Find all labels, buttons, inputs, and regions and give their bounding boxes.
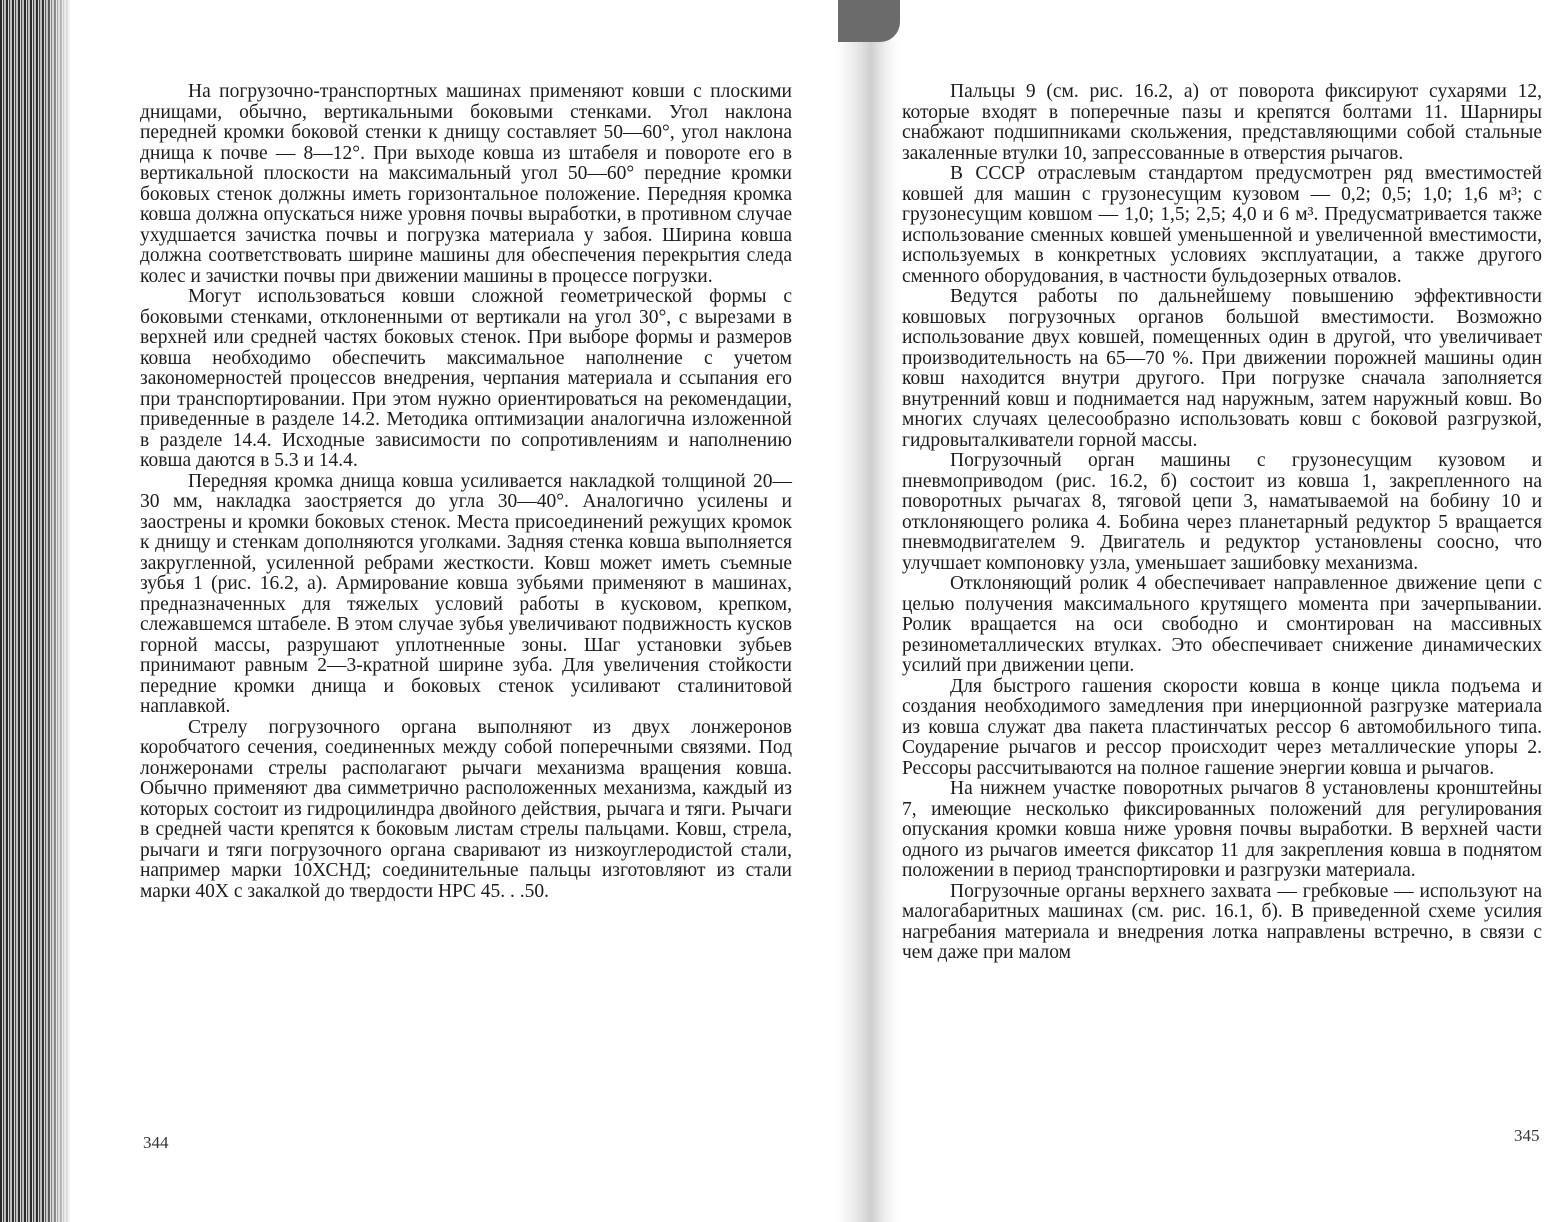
right-paragraph-6: Для быстрого гашения скорости ковша в конце цикла подъема и создания необходимого замедления при инерционной разгрузке материала из ковша служат два пакета пластинчатых рессор 6 автомобильного типа. Соударение рычагов и рессор происходит через металлические упоры 2. Рессоры рассчитываются на полное гашение энергии ковша и рычагов. bbox=[902, 675, 1542, 779]
right-page-body bbox=[902, 82, 1542, 964]
right-paragraph-2: В СССР отраслевым стандартом предусмотрен ряд вместимостей ковшей для машин с грузонесущим кузовом — 0,2; 0,5; 1,0; 1,6 м³; с грузонесущим ковшом — 1,0; 1,5; 2,5; 4,0 и 6 м³. Предусматривается также использование сменных ковшей уменьшенной и увеличенной вместимости, используемых в конкретных условиях эксплуатации, а также другого сменного оборудования, в частности бульдозерных отвалов. bbox=[902, 163, 1542, 287]
right-paragraph-4: Погрузочный орган машины с грузонесущим кузовом и пневмоприводом (рис. 16.2, б) состоит из ковша 1, закрепленного на поворотных рычагах 8, тяговой цепи 3, наматываемой на бобину 10 и отклоняющего ролика 4. Бобина через планетарный редуктор 5 вращается пневмодвигателем 9. Двигатель и редуктор установлены соосно, что улучшает компоновку узла, уменьшает зашибовку механизма. bbox=[902, 450, 1542, 574]
right-page-number: 345 bbox=[1514, 1126, 1540, 1145]
right-paragraph-8: Погрузочные органы верхнего захвата — гребковые — используют на малогабаритных машинах (см. рис. 16.1, б). В приведенной схеме усилия нагребания материала и внедрения лотка направлены встречно, в связи с чем даже при малом bbox=[902, 880, 1542, 963]
right-paragraph-5: Отклоняющий ролик 4 обеспечивает направленное движение цепи с целью получения максимального крутящего момента при зачерпывании. Ролик вращается на оси свободно и смонтирован на массивных резинометаллических втулках. Это обеспечивает снижение динамических усилий при движении цепи. bbox=[902, 573, 1542, 676]
gutter-shadow bbox=[838, 0, 900, 42]
right-paragraph-3: Ведутся работы по дальнейшему повышению эффективности ковшовых погрузочных органов большой вместимости. Возможно использование двух ковшей, помещенных один в другой, что увеличивает производительность на 65—70 %. При движении порожней машины один ковш находится внутри другого. При погрузке сначала заполняется внутренний ковш и поднимается над наружным, затем наружный ковш. Во многих случаях целесообразно использовать ковш с боковой разгрузкой, гидровыталкиватели горной массы. bbox=[902, 286, 1542, 451]
right-paragraph-7: На нижнем участке поворотных рычагов 8 установлены кронштейны 7, имеющие несколько фиксированных положений для регулирования опускания кромки ковша ниже уровня почвы выработки. В верхней части одного из рычагов имеется фиксатор 11 для закрепления ковша в поднятом положении в период транспортировки и разгрузки материала. bbox=[902, 778, 1542, 881]
right-paragraph-1: Пальцы 9 (см. рис. 16.2, а) от поворота фиксируют сухарями 12, которые входят в поперечные пазы и крепятся болтами 11. Шарниры снабжают подшипниками скольжения, представляющими собой стальные закаленные втулки 10, запрессованные в отверстия рычагов. bbox=[902, 81, 1542, 164]
left-paragraph-2: Могут использоваться ковши сложной геометрической формы с боковыми стенками, отклоненными от вертикали на угол 30°, с вырезами в верхней или средней частях боковых стенок. При выборе формы и размеров ковша необходимо обеспечить максимальное наполнение с учетом закономерностей процессов внедрения, черпания материала и ссыпания его при транспортировании. При этом нужно ориентироваться на рекомендации, приведенные в разделе 14.2. Методика оптимизации аналогична изложенной в разделе 14.4. Исходные зависимости по сопротивлениям и наполнению ковша даются в 5.3 и 14.4. bbox=[140, 286, 792, 471]
left-page-number: 344 bbox=[143, 1133, 169, 1152]
left-page-body bbox=[140, 82, 792, 902]
book-spine-edge bbox=[0, 0, 70, 1222]
page-gutter bbox=[838, 0, 898, 1222]
left-paragraph-1: На погрузочно-транспортных машинах применяют ковши с плоскими днищами, обычно, вертикальными боковыми стенками. Угол наклона передней кромки боковой стенки к днищу составляет 50—60°, угол наклона днища к почве — 8—12°. При выходе ковша из штабеля и повороте его в вертикальной плоскости на максимальный угол 50—60° передние кромки боковых стенок должны иметь горизонтальное положение. Передняя кромка ковша должна опускаться ниже уровня почвы выработки, в противном случае ухудшается зачистка почвы и погрузка материала у забоя. Ширина ковша должна соответствовать ширине машины для обеспечения перекрытия следа колес и зачистки почвы при движении машины в процессе погрузки. bbox=[140, 81, 792, 287]
left-paragraph-3: Передняя кромка днища ковша усиливается накладкой толщиной 20—30 мм, накладка заостряется до угла 30—40°. Аналогично усилены и заострены и кромки боковых стенок. Места присоединений режущих кромок к днищу и стенкам дополняются уголками. Задняя стенка ковша выполняется закругленной, усиленной ребрами жесткости. Ковш может иметь съемные зубья 1 (рис. 16.2, а). Армирование ковша зубьями применяют в машинах, предназначенных для тяжелых условий работы в кусковом, крепком, слежавшемся штабеле. В этом случае зубья увеличивают подвижность кусков горной массы, разрушают уплотненные зоны. Шаг установки зубьев принимают равным 2—3-кратной ширине зуба. Для увеличения стойкости передние кромки днища и боковых стенок усиливают сталинитовой наплавкой. bbox=[140, 470, 792, 717]
left-paragraph-4: Стрелу погрузочного органа выполняют из двух лонжеронов коробчатого сечения, соединенных между собой поперечными связями. Под лонжеронами стрелы располагают рычаги механизма вращения ковша. Обычно применяют два симметрично расположенных механизма, каждый из которых состоит из гидроцилиндра двойного действия, рычага и тяги. Рычаги в средней части крепятся к боковым листам стрелы пальцами. Ковш, стрела, рычаги и тяги погрузочного органа сваривают из низкоуглеродистой стали, например марки 10ХСНД; соединительные пальцы изготовляют из стали марки 40Х с закалкой до твердости HPC 45. . .50. bbox=[140, 716, 792, 902]
